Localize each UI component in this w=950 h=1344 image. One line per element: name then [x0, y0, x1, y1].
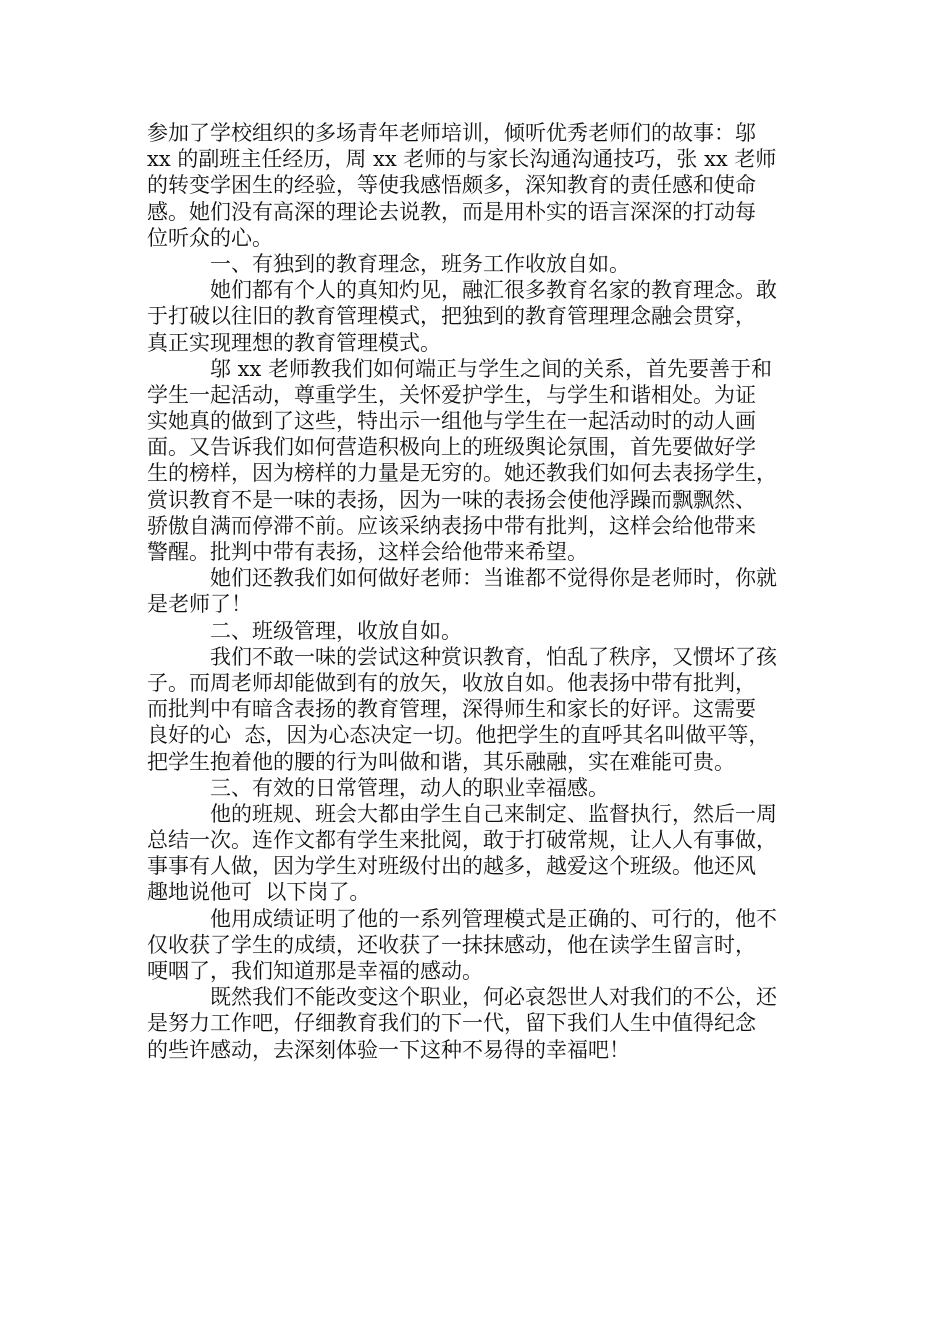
text-line: 是努力工作吧，仔细教育我们的下一代，留下我们人生中值得纪念: [147, 1011, 756, 1036]
section-heading: 一、有独到的教育理念，班务工作收放自如。: [147, 251, 630, 276]
text-line: 的转变学困生的经验，等使我感悟颇多，深知教育的责任感和使命: [147, 173, 756, 198]
document-body: [147, 120, 810, 1063]
text-line: 骄傲自满而停滞不前。应该采纳表扬中带有批判，这样会给他带来: [147, 513, 756, 538]
text-line: 良好的心 态，因为心态决定一切。他把学生的直呼其名叫做平等，: [147, 723, 770, 748]
text-line: 位听众的心。: [147, 225, 273, 250]
text-line: 实她真的做到了这些，特出示一组他与学生在一起活动时的动人画: [147, 409, 756, 434]
text-line: 真正实现理想的教育管理模式。: [147, 330, 441, 355]
text-line: 的些许感动，去深刻体验一下这种不易得的幸福吧！: [147, 1037, 630, 1062]
text-line: 仅收获了学生的成绩，还收获了一抹抹感动，他在读学生留言时，: [147, 932, 756, 957]
text-line: 她们都有个人的真知灼见，融汇很多教育名家的教育理念。敢: [147, 278, 777, 303]
text-line: 他的班规、班会大都由学生自己来制定、监督执行，然后一周: [147, 801, 777, 826]
text-line: 邬 xx 老师教我们如何端正与学生之间的关系，首先要善于和: [147, 356, 773, 381]
section-heading: 三、有效的日常管理，动人的职业幸福感。: [147, 775, 609, 800]
text-line: 既然我们不能改变这个职业，何必哀怨世人对我们的不公，还: [147, 985, 777, 1010]
text-line: 子。而周老师却能做到有的放矢，收放自如。他表扬中带有批判，: [147, 670, 756, 695]
text-line: 警醒。批判中带有表扬，这样会给他带来希望。: [147, 540, 588, 564]
text-line: 于打破以往旧的教育管理模式，把独到的教育管理理念融会贯穿，: [147, 304, 756, 329]
text-line: 学生一起活动，尊重学生，关怀爱护学生，与学生和谐相处。为证: [147, 382, 756, 407]
text-line: 把学生抱着他的腰的行为叫做和谐，其乐融融，实在难能可贵。: [147, 749, 735, 774]
text-line: 感。她们没有高深的理论去说教，而是用朴实的语言深深的打动每: [147, 199, 756, 224]
text-line: 他用成绩证明了他的一系列管理模式是正确的、可行的，他不: [147, 906, 777, 931]
text-line: xx 的副班主任经历，周 xx 老师的与家长沟通沟通技巧，张 xx 老师: [147, 147, 777, 172]
text-line: 她们还教我们如何做好老师：当谁都不觉得你是老师时，你就: [147, 566, 777, 591]
text-line: 是老师了！: [147, 592, 252, 617]
text-line: 参加了学校组织的多场青年老师培训，倾听优秀老师们的故事：邬: [147, 121, 756, 145]
text-line: 总结一次。连作文都有学生来批阅，敢于打破常规，让人人有事做，: [147, 828, 777, 853]
text-line: 生的榜样，因为榜样的力量是无穷的。她还教我们如何去表扬学生，: [147, 461, 777, 486]
text-line: 趣地说他可 以下岗了。: [147, 880, 371, 905]
text-line: 赏识教育不是一味的表扬，因为一味的表扬会使他浮躁而飘飘然、: [147, 487, 756, 512]
text-line: 事事有人做，因为学生对班级付出的越多，越爱这个班级。他还风: [147, 854, 756, 879]
section-heading: 二、班级管理，收放自如。: [147, 618, 462, 643]
text-line: 而批判中有暗含表扬的教育管理，深得师生和家长的好评。这需要: [147, 697, 756, 722]
text-line: 面。又告诉我们如何营造积极向上的班级舆论氛围，首先要做好学: [147, 435, 756, 460]
text-line: 我们不敢一味的尝试这种赏识教育，怕乱了秩序，又惯坏了孩: [147, 644, 777, 669]
text-line: 哽咽了，我们知道那是幸福的感动。: [147, 959, 483, 983]
